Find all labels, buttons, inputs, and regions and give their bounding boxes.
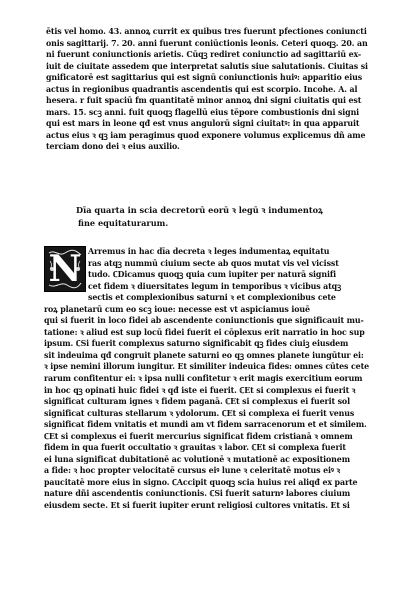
text-line: paucitatē more eius in signo. ℂAccipit quoqꝫ scia huius rei aliqđ ex parte — [44, 477, 358, 487]
heading-line: fine equitaturarum. — [78, 217, 169, 228]
text-line: ꝛ ipse nemini illorum iungitur. Et similiter indeuica fides: omnes cūtes cete — [44, 362, 370, 372]
text-line: a fide: ꝛ hoc propter velocitatē cursus eiꝰ lune ꝛ celeritatē motus eiꝰ ꝛ — [44, 466, 341, 476]
section-heading — [76, 204, 376, 229]
text-line: onis sagittarij. 7. 20. anni fuerunt coniūctionis leonis. Ceteri quoqꝫ. 20. an — [46, 38, 368, 48]
text-line: iuit de ciuitate assedem que interpretat salutis siue salutationis. Ciuitas si — [46, 61, 368, 71]
text-line: cet fidem ꝛ diuersitates legum in temporibus ꝛ vicibus atqꝫ — [88, 281, 341, 291]
initial-letter: N — [48, 248, 82, 290]
text-line: ei luna significat dubitationē ac volutionē ꝛ mutationē ac expositionem — [44, 454, 350, 464]
text-line: eiusdem secte. Et si fuerit iupiter erunt religiosi cultores vnitatis. Et si — [44, 501, 350, 511]
paragraph-main — [44, 246, 396, 512]
text-line: roꝝ planetarū cum eo scꝫ ioue: necesse est vt aspiciamus iouē — [44, 304, 310, 314]
text-line: hesera. r fuit spaciū fm quantitatē minor annoꝝ dni signi ciuitatis qui est — [46, 96, 362, 106]
text-line: tatione: ꝛ aliud est sup locū fidei fuerit ei cōplexus erit narratio in hoc sup — [44, 327, 365, 337]
text-line: actus in regionibus quadrantis ascendentis qui est scorpio. Incohe. A. al — [46, 84, 358, 94]
text-line: ipsum. ℂSi fuerit complexus saturno significabit qꝫ fides ciuiꝫ eiusdem — [44, 339, 349, 349]
text-line: actus eius ꝛ qꝫ iam peragimus quod exponere volumus explicemus dñ ame — [46, 130, 366, 140]
text-line: ētis vel homo. 43. annoꝝ currit ex quibus tres fuerunt pfectiones coniuncti — [46, 27, 367, 36]
text-line: fidem in qua fuerit occultatio ꝛ grauitas ꝛ labor. ℂEt si complexa fuerit — [44, 443, 346, 453]
text-line: terciam dono dei ꝛ eius auxilio. — [46, 142, 180, 152]
text-line: Arremus in hac dīa decreta ꝛ leges indumentaꝝ equitatu — [88, 247, 330, 256]
text-line: significat culturam ignes ꝛ fidem paganā. ℂEt si complexus ei fuerit sol — [44, 397, 350, 407]
heading-line: Dīa quarta in scia decretorū eorū ꝛ legū ꝛ indumentoꝝ — [76, 205, 323, 215]
text-line: gnificatorē est sagittarius qui est signū coniunctionis huiꝰ: apparitio eius — [46, 73, 363, 83]
text-line: qui est mars in leone qđ est vnus angulorū signi ciuitatꝰ: in qua apparuit — [46, 119, 360, 129]
text-line: significat fidem vnitatis et mundi am vt fidem sarracenorum et et similem. — [44, 420, 367, 430]
text-line: qui si fuerit in loco fidei ab ascendente coniunctionis que significauit mu- — [44, 316, 364, 326]
text-line: ni fuerunt coniunctionis arietis. Cūqꝫ rediret coniunctio ad sagittariū ex- — [46, 50, 362, 60]
text-line: ras atqꝫ nummū ciuium secte ab quos mutat vis vel vicisst — [88, 258, 339, 268]
paragraph-top — [46, 26, 391, 153]
text-line: rarum confitentur ei: ꝛ ipsa nulli confitetur ꝛ erit magis exercitium eorum — [44, 374, 363, 384]
text-line: sit indeuima qđ congruit planete saturni eo qꝫ omnes planete iungūtur ei: — [44, 350, 364, 360]
text-line: sectis et complexionibus saturni ꝛ et complexionibus cete — [88, 293, 336, 303]
text-line: nature dñi ascendentis coniunctionis. ℂSi fuerit saturnꝰ labores ciuium — [44, 489, 351, 499]
text-line: mars. 15. scꝫ anni. fuit quoqꝫ flagellū eius tēpore combustionis dni signi — [46, 107, 360, 117]
text-line: significat culturas stellarum ꝛ ydolorum. ℂEt si complexa ei fuerit venus — [44, 408, 355, 418]
text-line: ℂEt si complexus ei fuerit mercurius significat fidem cristianā ꝛ omnem — [44, 431, 353, 441]
text-line: in hoc qꝫ opinati huic fidei ꝛ qđ iste ei fuerit. ℂEt si complexus ei fuerit ꝛ — [44, 385, 356, 395]
text-line: tudo. ℂDicamus quoqꝫ quia cum iupiter per naturā signifi — [88, 270, 336, 280]
